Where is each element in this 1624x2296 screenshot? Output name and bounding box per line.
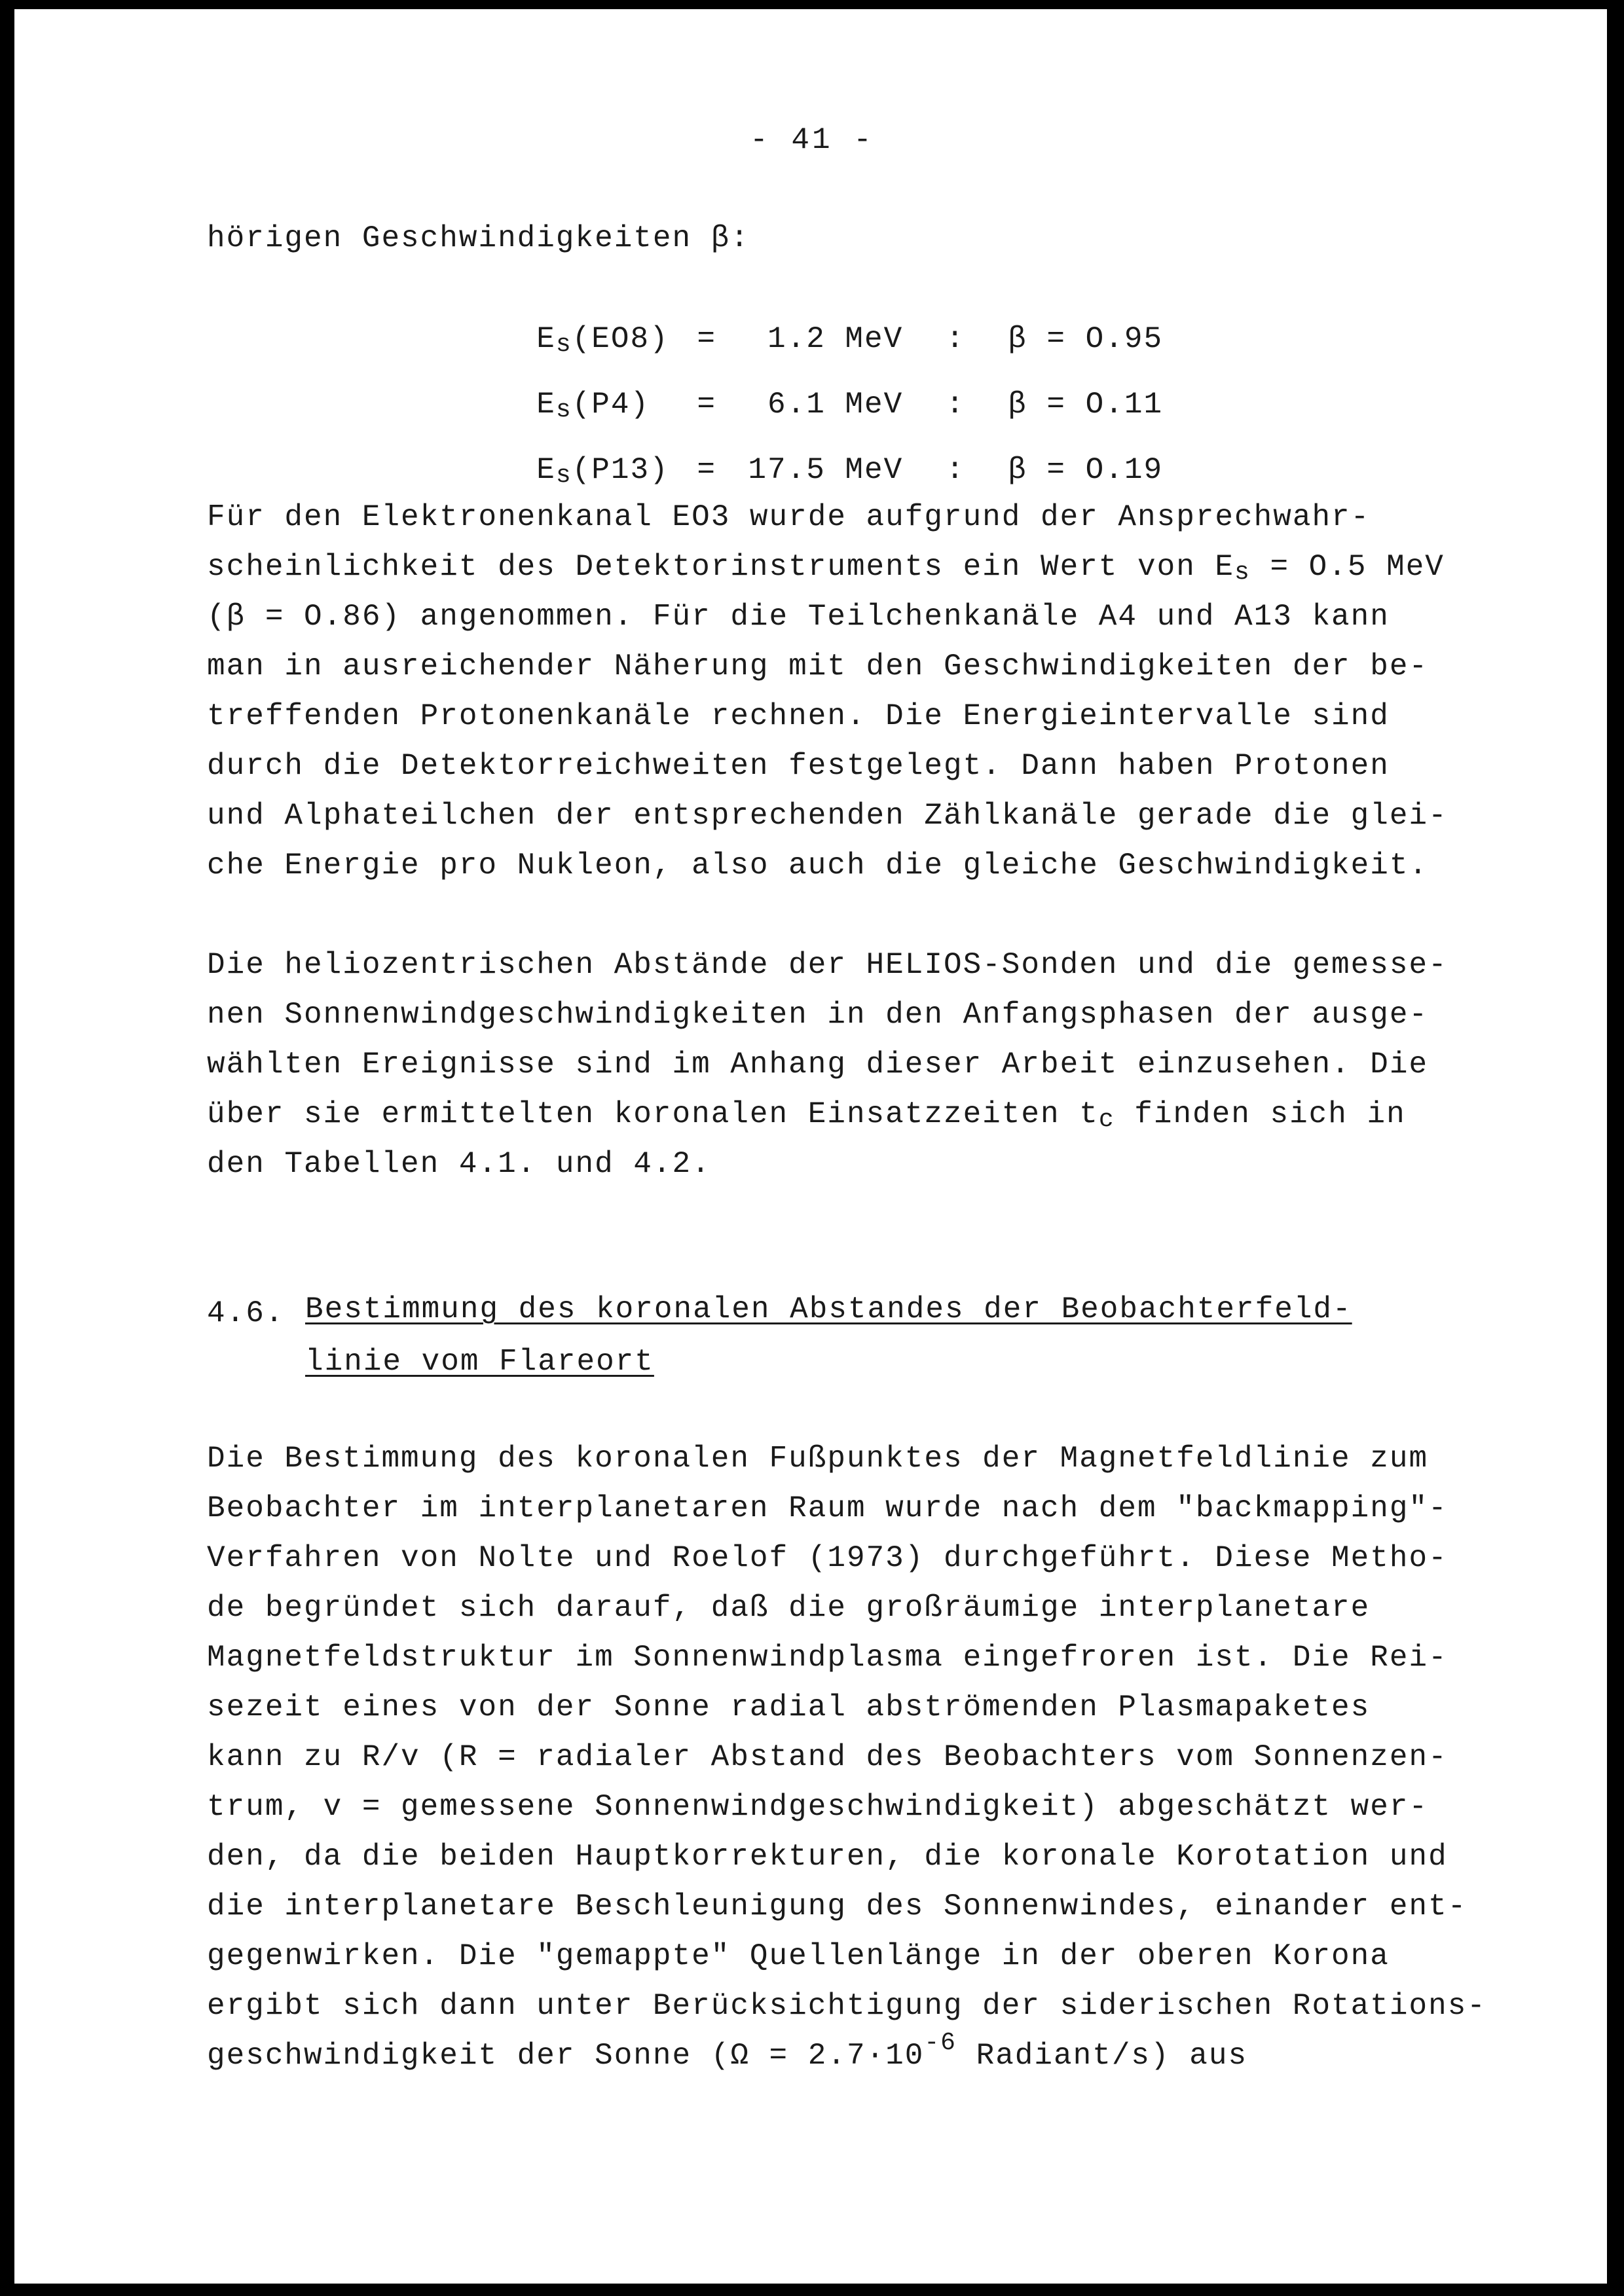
equation-colon: :	[946, 453, 966, 487]
paragraph-line: geschwindigkeit der Sonne ($\Omega = 2.7\cdot 10^{-6}$ Radiant/s) aus	[207, 2029, 1248, 2073]
paragraph-line: den, da die beiden Hauptkorrekturen, die koronale Korotation und	[207, 1840, 1448, 1874]
equation-operator: =	[697, 453, 717, 487]
equation-row	[498, 350, 1178, 425]
page-number: - 41 -	[750, 123, 874, 157]
equation-value: 1.2 MeV	[767, 322, 904, 356]
equation-row	[498, 284, 1178, 359]
paragraph-line: Die heliozentrischen Abstände der HELIOS-Sonden und die gemesse-	[207, 948, 1448, 982]
paragraph-line: Verfahren von Nolte und Roelof (1973) durchgeführt. Diese Metho-	[207, 1541, 1448, 1575]
paragraph-line: treffenden Protonenkanäle rechnen. Die Energieintervalle sind	[207, 699, 1390, 733]
paragraph-line: gegenwirken. Die "gemappte" Quellenlänge in der oberen Korona	[207, 1939, 1390, 1973]
paragraph-line: man in ausreichender Näherung mit den Geschwindigkeiten der be-	[207, 649, 1429, 683]
paragraph-line: kann zu R/v (R = radialer Abstand des Beobachters vom Sonnenzen-	[207, 1740, 1448, 1774]
section-title: linie vom Flareort	[305, 1345, 654, 1379]
section-title: Bestimmung des koronalen Abstandes der Beobachterfeld-	[305, 1292, 1352, 1326]
equation-lhs: $E_s(P13)$	[536, 453, 669, 490]
equation-lhs: $E_s(EO8)$	[536, 322, 669, 359]
equation-beta: β = O.95	[1008, 322, 1164, 356]
paragraph-line: sezeit eines von der Sonne radial abströmenden Plasmapaketes	[207, 1690, 1371, 1724]
paragraph-line: Für den Elektronenkanal EO3 wurde aufgrund der Ansprechwahr-	[207, 500, 1371, 534]
paragraph-line: und Alphateilchen der entsprechenden Zählkanäle gerade die glei-	[207, 799, 1448, 833]
paragraph-line: (β = O.86) angenommen. Für die Teilchenkanäle A4 und A13 kann	[207, 600, 1390, 634]
intro-line: hörigen Geschwindigkeiten β:	[207, 221, 750, 255]
paragraph-line: trum, v = gemessene Sonnenwindgeschwindigkeit) abgeschätzt wer-	[207, 1790, 1429, 1824]
paragraph-line: Die Bestimmung des koronalen Fußpunktes der Magnetfeldlinie zum	[207, 1442, 1429, 1476]
paragraph-line: Beobachter im interplanetaren Raum wurde nach dem "backmapping"-	[207, 1491, 1448, 1525]
paragraph-line: durch die Detektorreichweiten festgelegt. Dann haben Protonen	[207, 749, 1390, 783]
equation-value: 17.5 MeV	[748, 453, 904, 487]
paragraph-line: nen Sonnenwindgeschwindigkeiten in den Anfangsphasen der ausge-	[207, 998, 1429, 1032]
paragraph-line: scheinlichkeit des Detektorinstruments ein Wert von $E_s = O.5$ MeV	[207, 550, 1445, 587]
paragraph-line: über sie ermittelten koronalen Einsatzzeiten $t_c$ finden sich in	[207, 1097, 1406, 1134]
equation-beta: β = O.19	[1008, 453, 1164, 487]
paragraph-line: wählten Ereignisse sind im Anhang dieser Arbeit einzusehen. Die	[207, 1048, 1429, 1082]
section-number: 4.6.	[207, 1296, 285, 1330]
equation-beta: β = O.11	[1008, 388, 1164, 422]
equation-colon: :	[946, 322, 966, 356]
equation-lhs: $E_s(P4)$	[536, 388, 650, 424]
equation-colon: :	[946, 388, 966, 422]
paragraph-line: che Energie pro Nukleon, also auch die gleiche Geschwindigkeit.	[207, 848, 1429, 883]
paragraph-line: den Tabellen 4.1. und 4.2.	[207, 1147, 711, 1181]
paragraph-line: de begründet sich darauf, daß die großräumige interplanetare	[207, 1591, 1371, 1625]
equation-operator: =	[697, 322, 717, 356]
paragraph-line: ergibt sich dann unter Berücksichtigung der siderischen Rotations-	[207, 1989, 1486, 2023]
paragraph-line: die interplanetare Beschleunigung des Sonnenwindes, einander ent-	[207, 1889, 1467, 1923]
paragraph-line: Magnetfeldstruktur im Sonnenwindplasma eingefroren ist. Die Rei-	[207, 1641, 1448, 1675]
equation-value: 6.1 MeV	[767, 388, 904, 422]
equation-operator: =	[697, 388, 717, 422]
equation-row	[498, 415, 1178, 490]
